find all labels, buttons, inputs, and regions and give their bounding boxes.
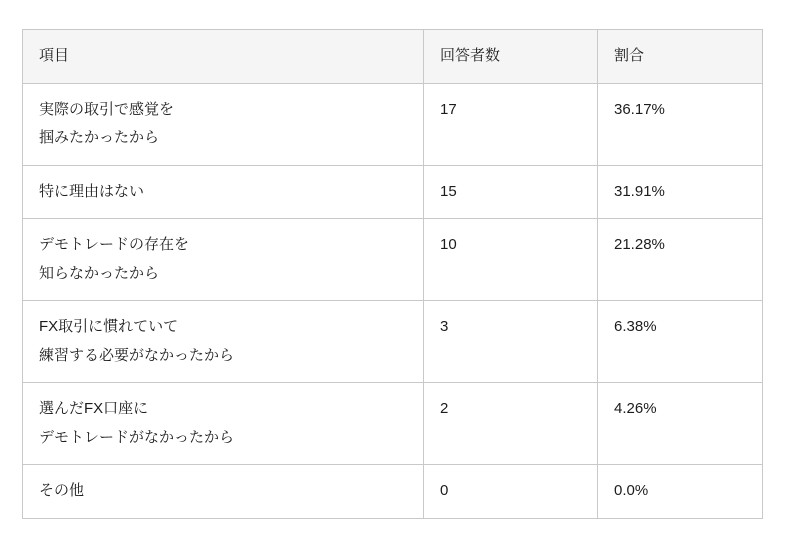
- percent-cell: 31.91%: [598, 165, 763, 219]
- percent-cell: 21.28%: [598, 219, 763, 301]
- count-cell: 0: [424, 465, 598, 519]
- table-row: [23, 83, 763, 165]
- table-body: [23, 83, 763, 518]
- percent-cell: 36.17%: [598, 83, 763, 165]
- table-row: [23, 383, 763, 465]
- item-text-line1: 特に理由はない: [39, 182, 145, 200]
- count-cell: 2: [424, 383, 598, 465]
- count-cell: 17: [424, 83, 598, 165]
- table-row: [23, 301, 763, 383]
- table-row: [23, 165, 763, 219]
- header-count: 回答者数: [424, 30, 598, 84]
- item-cell: [23, 301, 424, 383]
- item-cell: [23, 465, 424, 519]
- header-item: 項目: [23, 30, 424, 84]
- item-text-line1: 選んだFX口座に: [39, 400, 149, 417]
- item-text-line1: FX取引に慣れていて: [39, 318, 179, 335]
- percent-cell: 4.26%: [598, 383, 763, 465]
- table-row: [23, 219, 763, 301]
- table-row: [23, 465, 763, 519]
- count-cell: 15: [424, 165, 598, 219]
- item-text-line1: デモトレードの存在を: [39, 236, 190, 253]
- table-header: [23, 30, 763, 84]
- item-cell: [23, 383, 424, 465]
- item-text-line1: その他: [39, 482, 85, 499]
- survey-results-table: [22, 29, 763, 519]
- item-text-line2: 知らなかったから: [39, 264, 160, 282]
- percent-cell: 6.38%: [598, 301, 763, 383]
- item-text-line2: デモトレードがなかったから: [39, 428, 235, 446]
- header-percent: 割合: [598, 30, 763, 84]
- item-cell: [23, 219, 424, 301]
- item-text-line2: 掴みたかったから: [39, 129, 160, 146]
- item-cell: [23, 83, 424, 165]
- percent-cell: 0.0%: [598, 465, 763, 519]
- item-text-line2: 練習する必要がなかったから: [39, 346, 235, 364]
- count-cell: 3: [424, 301, 598, 383]
- item-cell: [23, 165, 424, 219]
- header-row: [23, 30, 763, 84]
- count-cell: 10: [424, 219, 598, 301]
- item-text-line1: 実際の取引で感覚を: [39, 100, 175, 118]
